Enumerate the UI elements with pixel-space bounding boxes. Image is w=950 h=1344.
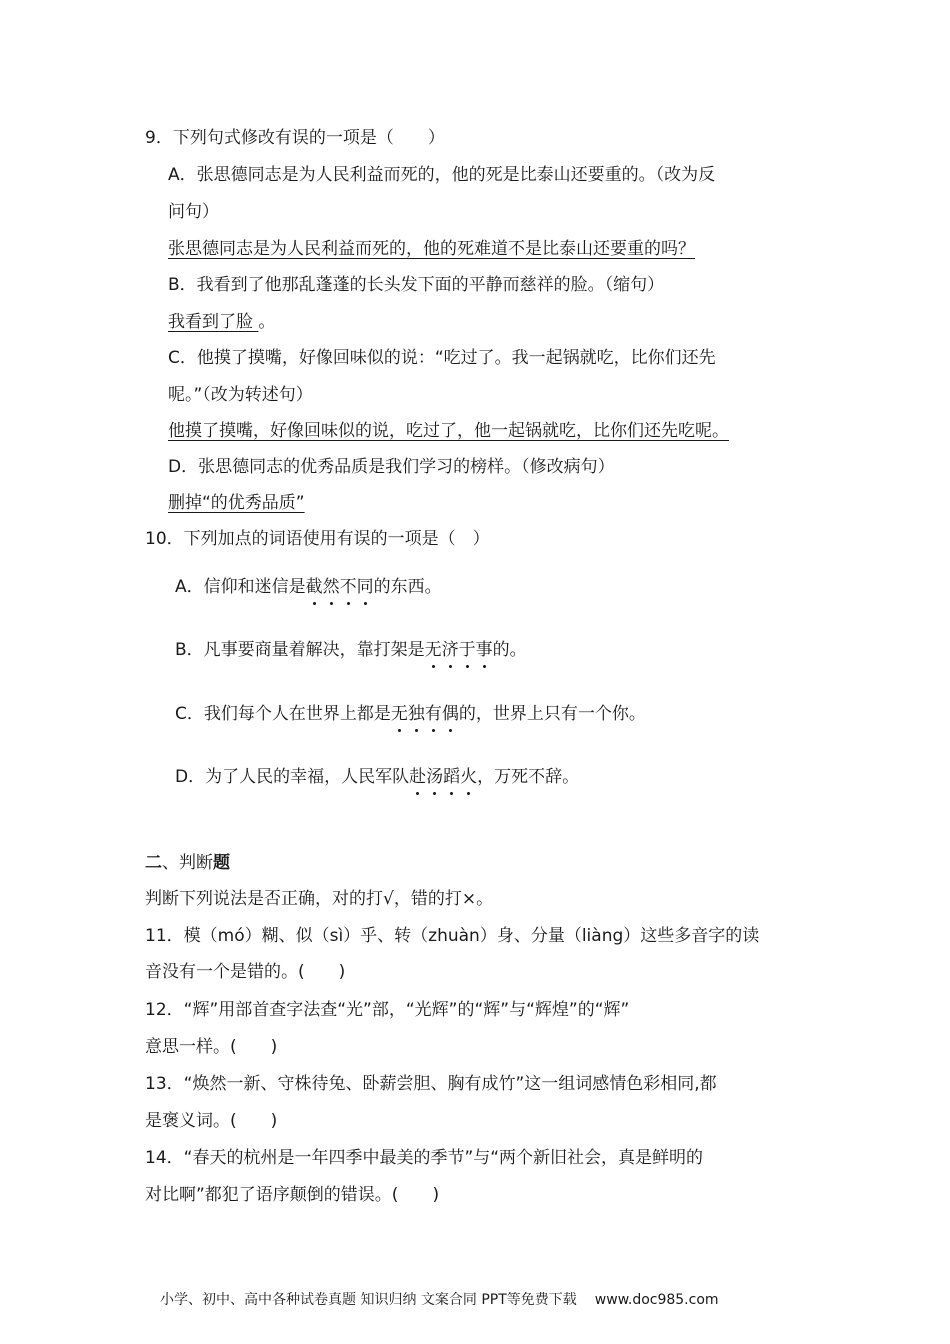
q10-option-d <box>175 765 579 789</box>
q10-a-pre: A．信仰和迷信是 <box>175 577 306 597</box>
q9-option-c-cont: 呢。”（改为转述句） <box>168 385 313 405</box>
q11-line1: 11．模（mó）糊、似（sì）乎、转（zhuàn）身、分量（liàng）这些多音字的读 <box>145 926 760 946</box>
q10-option-a <box>175 575 442 599</box>
section-title <box>145 851 230 875</box>
dotted-char: 同 <box>356 577 374 597</box>
q9-option-b-answer: 我看到了脸 <box>168 312 259 332</box>
dotted-char: 截 <box>305 577 323 597</box>
section-title-text: 、判断 <box>162 853 213 873</box>
q9-option-a-answer: 张思德同志是为人民利益而死的，他的死难道不是比泰山还要重的吗？ <box>168 239 695 259</box>
dotted-char: 然 <box>322 577 340 597</box>
q14-line1: 14．“春天的杭州是一年四季中最美的季节”与“两个新旧社会，真是鲜明的 <box>145 1148 704 1168</box>
dotted-char: 无 <box>424 640 442 660</box>
q10-d-post: ，万死不辞。 <box>477 767 580 787</box>
dotted-char: 事 <box>475 640 493 660</box>
q9-option-c-answer: 他摸了摸嘴，好像回味似的说，吃过了，他一起锅就吃，比你们还先吃呢。 <box>168 421 729 441</box>
q9-option-b-answer-tail: 。 <box>258 312 276 332</box>
q9-option-a-cont: 问句） <box>168 202 219 222</box>
q9-option-d: D．张思德同志的优秀品质是我们学习的榜样。（修改病句） <box>168 457 615 477</box>
q9-stem: 9．下列句式修改有误的一项是（ ） <box>145 128 445 148</box>
q10-option-b <box>175 638 527 662</box>
q10-option-c <box>175 702 646 726</box>
q9-option-c: C．他摸了摸嘴，好像回味似的说：“吃过了。我一起锅就吃，比你们还先 <box>168 348 716 368</box>
q12-line1: 12．“辉”用部首查字法查“光”部，“光辉”的“辉”与“辉煌”的“辉” <box>145 1000 630 1020</box>
dotted-char: 汤 <box>426 767 444 787</box>
dotted-char: 赴 <box>409 767 427 787</box>
q13-line2: 是褒义词。( ) <box>145 1111 278 1131</box>
q10-stem: 10．下列加点的词语使用有误的一项是（ ） <box>145 529 490 549</box>
q9-option-d-answer: 删掉“的优秀品质” <box>168 493 305 513</box>
q13-line1: 13．“焕然一新、守株待兔、卧薪尝胆、胸有成竹”这一组词感情色彩相同,都 <box>145 1074 717 1094</box>
q9-option-b-answer-line <box>168 310 275 334</box>
q10-b-post: 的。 <box>492 640 527 660</box>
dotted-char: 无 <box>390 704 408 724</box>
footer-text: 小学、初中、高中各种试卷真题 知识归纳 文案合同 PPT等免费下载 <box>160 1292 577 1308</box>
dotted-char: 蹈 <box>443 767 461 787</box>
dotted-char: 独 <box>407 704 425 724</box>
dotted-char: 偶 <box>441 704 459 724</box>
q10-d-pre: D．为了人民的幸福，人民军队 <box>175 767 410 787</box>
q10-c-post: 的，世界上只有一个你。 <box>458 704 646 724</box>
q9-option-a: A．张思德同志是为人民利益而死的，他的死是比泰山还要重的。（改为反 <box>168 165 716 185</box>
dotted-char: 济 <box>441 640 459 660</box>
dotted-char: 于 <box>458 640 476 660</box>
section-title-number: 二 <box>145 853 162 873</box>
q10-a-post: 的东西。 <box>373 577 442 597</box>
q11-line2: 音没有一个是错的。( ) <box>145 962 346 982</box>
page-footer <box>160 1290 719 1310</box>
q10-b-pre: B．凡事要商量着解决，靠打架是 <box>175 640 425 660</box>
q12-line2: 意思一样。( ) <box>145 1037 278 1057</box>
q9-option-b: B．我看到了他那乱蓬蓬的长头发下面的平静而慈祥的脸。（缩句） <box>168 275 665 295</box>
q10-c-pre: C．我们每个人在世界上都是 <box>175 704 391 724</box>
dotted-char: 不 <box>339 577 357 597</box>
dotted-char: 有 <box>424 704 442 724</box>
dotted-char: 火 <box>460 767 478 787</box>
footer-site-link[interactable]: www.doc985.com <box>594 1292 719 1308</box>
q14-line2: 对比啊”都犯了语序颠倒的错误。( ) <box>145 1185 440 1205</box>
section-intro: 判断下列说法是否正确，对的打√，错的打×。 <box>145 889 494 909</box>
section-title-tail: 题 <box>213 853 230 873</box>
